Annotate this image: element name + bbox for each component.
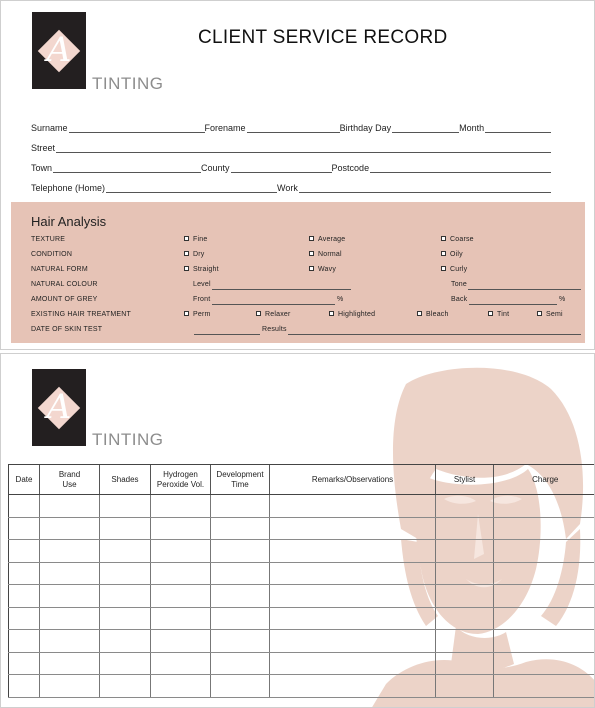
hair-analysis-title: Hair Analysis	[31, 214, 107, 229]
table-cell[interactable]	[151, 585, 211, 608]
option-label: Fine	[193, 236, 208, 243]
natural-form-row	[31, 266, 581, 276]
checkbox[interactable]	[537, 311, 542, 316]
town-row	[31, 161, 551, 173]
column-header-line: Peroxide Vol.	[156, 479, 205, 489]
table-body	[9, 495, 595, 698]
table-cell[interactable]	[9, 540, 40, 563]
option-label: Curly	[450, 266, 468, 273]
table-cell[interactable]	[494, 540, 595, 563]
table-cell[interactable]	[211, 585, 270, 608]
tone-label: Tone	[451, 281, 467, 288]
column-header-line: Hydrogen	[163, 469, 198, 479]
surname-label: Surname	[31, 123, 68, 133]
column-header-line: Shades	[111, 474, 139, 484]
results-label: Results	[262, 326, 287, 333]
option-label: Perm	[193, 311, 211, 318]
table-row	[9, 607, 595, 630]
back-label: Back	[451, 296, 468, 303]
telephone-home-field[interactable]	[106, 183, 277, 193]
table-row	[9, 495, 595, 518]
table-cell[interactable]	[151, 517, 211, 540]
condition-normal-option[interactable]	[309, 251, 342, 258]
checkbox[interactable]	[441, 251, 446, 256]
treatment-tint-option[interactable]	[488, 311, 509, 318]
back-percent: %	[559, 296, 566, 303]
column-header	[436, 465, 494, 495]
table-cell[interactable]	[494, 630, 595, 653]
table-cell[interactable]	[270, 607, 436, 630]
option-label: Semi	[546, 311, 563, 318]
client-record-card	[0, 0, 595, 350]
county-label: County	[201, 163, 230, 173]
brand-logo	[32, 369, 86, 446]
table-cell[interactable]	[270, 675, 436, 698]
checkbox[interactable]	[256, 311, 261, 316]
table-cell[interactable]	[151, 562, 211, 585]
postcode-label: Postcode	[331, 163, 370, 173]
condition-dry-option[interactable]	[184, 251, 205, 258]
table-cell[interactable]	[270, 495, 436, 518]
table-cell[interactable]	[436, 630, 494, 653]
table-row	[9, 675, 595, 698]
street-field[interactable]	[56, 143, 551, 153]
table-cell[interactable]	[100, 607, 151, 630]
table-cell[interactable]	[494, 585, 595, 608]
table-cell[interactable]	[151, 675, 211, 698]
table-cell[interactable]	[40, 562, 100, 585]
postcode-field[interactable]	[370, 163, 551, 173]
table-cell[interactable]	[40, 675, 100, 698]
table-cell[interactable]	[100, 495, 151, 518]
section-label: TINTING	[92, 74, 164, 93]
column-header-line: Charge	[532, 474, 559, 484]
table-cell[interactable]	[211, 652, 270, 675]
table-cell[interactable]	[436, 675, 494, 698]
table-cell[interactable]	[151, 652, 211, 675]
results-field[interactable]	[288, 334, 581, 335]
column-header-line: Brand	[58, 469, 81, 479]
table-cell[interactable]	[9, 562, 40, 585]
option-label: Tint	[497, 311, 510, 318]
table-cell[interactable]	[40, 607, 100, 630]
texture-coarse-option[interactable]	[441, 236, 474, 243]
skin-test-date-field[interactable]	[194, 334, 260, 335]
column-header	[494, 465, 595, 495]
column-header-line: Remarks/Observations	[311, 474, 394, 484]
birthday-day-label: Birthday Day	[339, 123, 392, 133]
month-field[interactable]	[485, 123, 551, 133]
logo-letter: A	[46, 387, 72, 427]
table-cell[interactable]	[436, 652, 494, 675]
treatment-perm-option[interactable]	[184, 311, 211, 318]
texture-average-option[interactable]	[309, 236, 345, 243]
column-header-line: Use	[62, 479, 77, 489]
table-header-row	[9, 465, 595, 495]
column-header	[9, 465, 40, 495]
front-label: Front	[193, 296, 211, 303]
table-cell[interactable]	[40, 495, 100, 518]
table-cell[interactable]	[494, 652, 595, 675]
table-cell[interactable]	[494, 675, 595, 698]
table-cell[interactable]	[100, 675, 151, 698]
table-cell[interactable]	[211, 607, 270, 630]
column-header	[270, 465, 436, 495]
level-label: Level	[193, 281, 211, 288]
form-curly-option[interactable]	[441, 266, 467, 273]
table-cell[interactable]	[211, 630, 270, 653]
column-header-line: Development	[216, 469, 264, 479]
forename-field[interactable]	[247, 123, 340, 133]
option-label: Dry	[193, 251, 205, 258]
condition-oily-option[interactable]	[441, 251, 463, 258]
form-straight-option[interactable]	[184, 266, 219, 273]
table-cell[interactable]	[436, 585, 494, 608]
table-cell[interactable]	[100, 585, 151, 608]
option-label: Relaxer	[265, 311, 291, 318]
checkbox[interactable]	[417, 311, 422, 316]
existing-treatment-label: EXISTING HAIR TREATMENT	[31, 311, 132, 318]
option-label: Highlighted	[338, 311, 376, 318]
table-cell[interactable]	[151, 607, 211, 630]
table-row	[9, 562, 595, 585]
town-label: Town	[31, 163, 53, 173]
street-row	[31, 141, 551, 153]
table-row	[9, 630, 595, 653]
texture-fine-option[interactable]	[184, 236, 207, 243]
table-cell[interactable]	[9, 652, 40, 675]
table-cell[interactable]	[100, 630, 151, 653]
column-header-line: Date	[15, 474, 33, 484]
table-cell[interactable]	[151, 495, 211, 518]
column-header	[40, 465, 100, 495]
texture-label: TEXTURE	[31, 236, 66, 243]
surname-field[interactable]	[69, 123, 205, 133]
option-label: Wavy	[318, 266, 337, 273]
option-label: Straight	[193, 266, 219, 273]
hair-analysis-panel	[11, 202, 585, 343]
logo-letter: A	[46, 30, 72, 70]
page-title: CLIENT SERVICE RECORD	[198, 27, 448, 48]
checkbox[interactable]	[184, 311, 189, 316]
table-cell[interactable]	[40, 652, 100, 675]
table-cell[interactable]	[211, 562, 270, 585]
table-row	[9, 652, 595, 675]
natural-colour-label: NATURAL COLOUR	[31, 281, 98, 288]
telephone-home-label: Telephone (Home)	[31, 183, 106, 193]
table-cell[interactable]	[211, 495, 270, 518]
table-cell[interactable]	[436, 562, 494, 585]
amount-of-grey-row	[31, 296, 581, 306]
work-phone-field[interactable]	[299, 183, 551, 193]
table-cell[interactable]	[436, 517, 494, 540]
table-cell[interactable]	[100, 517, 151, 540]
option-label: Bleach	[426, 311, 449, 318]
table-cell[interactable]	[270, 517, 436, 540]
table-cell[interactable]	[270, 562, 436, 585]
table-cell[interactable]	[100, 540, 151, 563]
table-cell[interactable]	[270, 630, 436, 653]
skin-test-label: DATE OF SKIN TEST	[31, 326, 103, 333]
street-label: Street	[31, 143, 56, 153]
texture-row	[31, 236, 581, 246]
table-cell[interactable]	[270, 652, 436, 675]
table-row	[9, 540, 595, 563]
county-field[interactable]	[231, 163, 332, 173]
table-cell[interactable]	[211, 675, 270, 698]
checkbox[interactable]	[441, 266, 446, 271]
table-cell[interactable]	[151, 630, 211, 653]
level-field[interactable]	[212, 289, 351, 290]
table-cell[interactable]	[151, 540, 211, 563]
checkbox[interactable]	[309, 251, 314, 256]
checkbox[interactable]	[184, 251, 189, 256]
option-label: Normal	[318, 251, 342, 258]
table-cell[interactable]	[9, 495, 40, 518]
checkbox[interactable]	[184, 266, 189, 271]
town-field[interactable]	[53, 163, 201, 173]
table-cell[interactable]	[211, 517, 270, 540]
column-header-line: Stylist	[453, 474, 476, 484]
checkbox[interactable]	[441, 236, 446, 241]
front-grey-field[interactable]	[212, 304, 335, 305]
table-cell[interactable]	[436, 607, 494, 630]
table-cell[interactable]	[436, 540, 494, 563]
back-grey-field[interactable]	[469, 304, 557, 305]
column-header	[151, 465, 211, 495]
condition-row	[31, 251, 581, 261]
table-cell[interactable]	[270, 540, 436, 563]
treatment-bleach-option[interactable]	[417, 311, 449, 318]
table-cell[interactable]	[9, 675, 40, 698]
option-label: Oily	[450, 251, 463, 258]
table-cell[interactable]	[494, 607, 595, 630]
checkbox[interactable]	[184, 236, 189, 241]
column-header-line: Time	[231, 479, 249, 489]
checkbox[interactable]	[309, 266, 314, 271]
section-label: TINTING	[92, 430, 164, 449]
amount-of-grey-label: AMOUNT OF GREY	[31, 296, 98, 303]
condition-label: CONDITION	[31, 251, 73, 258]
option-label: Coarse	[450, 236, 474, 243]
option-label: Average	[318, 236, 346, 243]
checkbox[interactable]	[309, 236, 314, 241]
work-label: Work	[277, 183, 298, 193]
telephone-row	[31, 181, 551, 193]
table-cell[interactable]	[100, 652, 151, 675]
treatment-relaxer-option[interactable]	[256, 311, 291, 318]
table-cell[interactable]	[494, 562, 595, 585]
table-cell[interactable]	[40, 630, 100, 653]
name-row	[31, 121, 551, 133]
table-cell[interactable]	[211, 540, 270, 563]
table-row	[9, 517, 595, 540]
existing-treatment-row	[31, 311, 581, 321]
form-wavy-option[interactable]	[309, 266, 336, 273]
column-header	[100, 465, 151, 495]
table-cell[interactable]	[436, 495, 494, 518]
table-cell[interactable]	[9, 607, 40, 630]
table-cell[interactable]	[9, 630, 40, 653]
table-row	[9, 585, 595, 608]
natural-form-label: NATURAL FORM	[31, 266, 88, 273]
treatment-highlighted-option[interactable]	[329, 311, 375, 318]
checkbox[interactable]	[488, 311, 493, 316]
table-cell[interactable]	[270, 585, 436, 608]
table-cell[interactable]	[9, 517, 40, 540]
month-label: Month	[459, 123, 485, 133]
birthday-day-field[interactable]	[392, 123, 459, 133]
table-cell[interactable]	[40, 585, 100, 608]
checkbox[interactable]	[329, 311, 334, 316]
table-cell[interactable]	[494, 495, 595, 518]
table-cell[interactable]	[494, 517, 595, 540]
tinting-records-table	[8, 464, 595, 698]
treatment-semi-option[interactable]	[537, 311, 563, 318]
column-header	[211, 465, 270, 495]
skin-test-row	[31, 326, 581, 336]
table-cell[interactable]	[40, 517, 100, 540]
tinting-record-card	[0, 353, 595, 708]
table-cell[interactable]	[40, 540, 100, 563]
table-cell[interactable]	[100, 562, 151, 585]
tone-field[interactable]	[468, 289, 581, 290]
brand-logo	[32, 12, 86, 89]
front-percent: %	[337, 296, 344, 303]
natural-colour-row	[31, 281, 581, 291]
table-cell[interactable]	[9, 585, 40, 608]
forename-label: Forename	[204, 123, 246, 133]
